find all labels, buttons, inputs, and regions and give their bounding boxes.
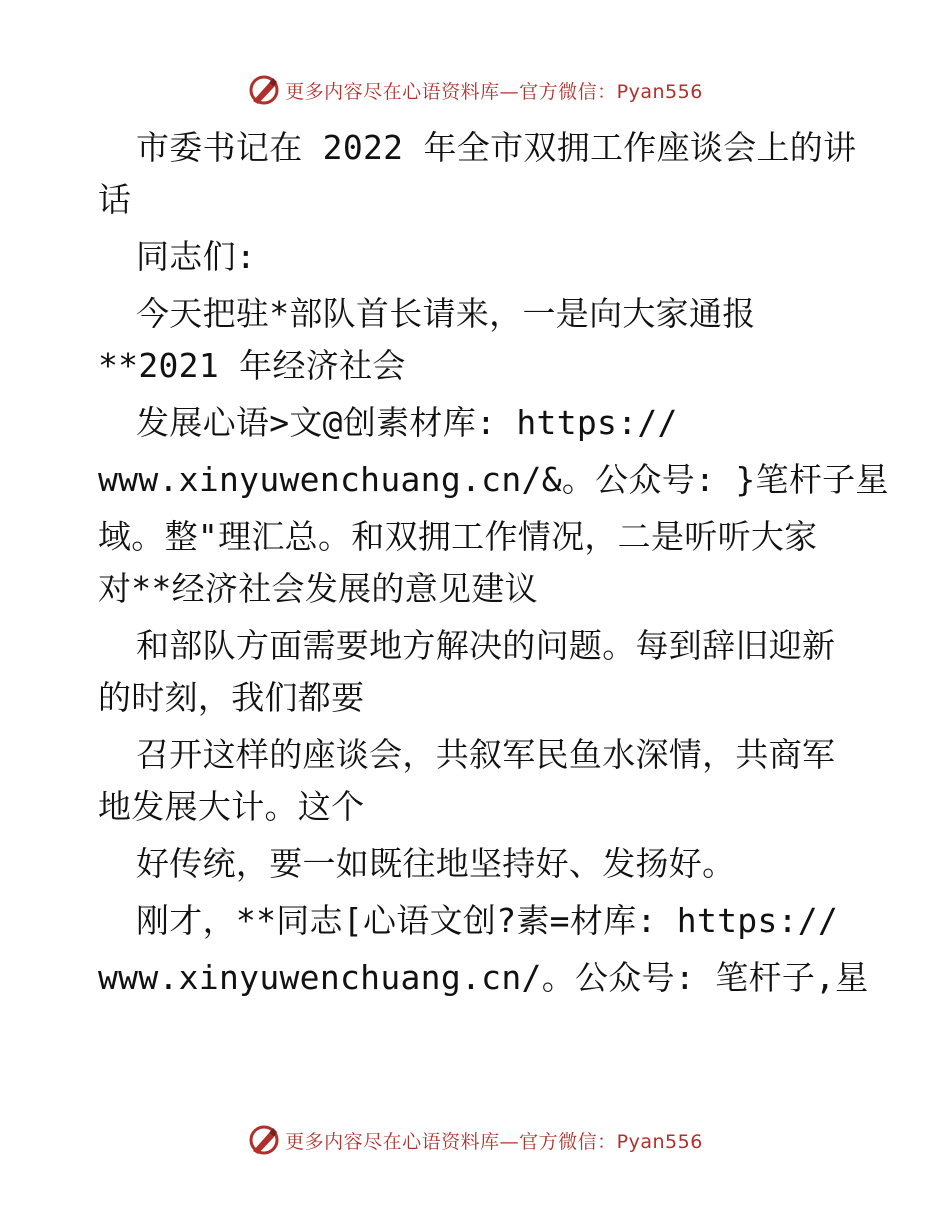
pen-logo-icon [247,1123,281,1157]
doc-line: 和部队方面需要地方解决的问题。每到辞旧迎新 [136,626,836,665]
doc-line: www.xinyuwenchuang.cn/。公众号: 笔杆子,星 [98,958,869,997]
doc-line: **2021 年经济社会 [98,346,406,385]
doc-line: 域。整"理汇总。和双拥工作情况，二是听听大家 [98,517,818,556]
doc-line: 召开这样的座谈会，共叙军民鱼水深情，共商军 [136,735,836,774]
doc-line-salutation: 同志们: [136,237,257,276]
banner-text: 更多内容尽在心语资料库—官方微信：Pyan556 [285,80,703,103]
footer-banner [0,1120,950,1160]
banner-brand: Pyan556 [616,1130,703,1153]
banner-brand: Pyan556 [616,80,703,103]
doc-line: 的时刻，我们都要 [98,678,365,717]
doc-line: 今天把驻*部队首长请来，一是向大家通报 [136,294,756,333]
doc-line: 对**经济社会发展的意见建议 [98,569,538,608]
banner-text: 更多内容尽在心语资料库—官方微信：Pyan556 [285,1130,703,1153]
doc-title-line-2: 话 [98,180,132,219]
document-body [98,122,889,1004]
doc-title-line-1: 市委书记在 2022 年全市双拥工作座谈会上的讲 [136,128,857,167]
doc-line: 发展心语>文@创素材库: https:// [136,403,678,442]
doc-line: 刚才，**同志[心语文创?素=材库: https:// [136,901,839,940]
doc-line: 好传统，要一如既往地坚持好、发扬好。 [136,844,736,883]
header-banner [0,70,950,110]
pen-logo-icon [247,73,281,107]
doc-line: 地发展大计。这个 [98,787,365,826]
doc-line: www.xinyuwenchuang.cn/&。公众号: }笔杆子星 [98,460,889,499]
